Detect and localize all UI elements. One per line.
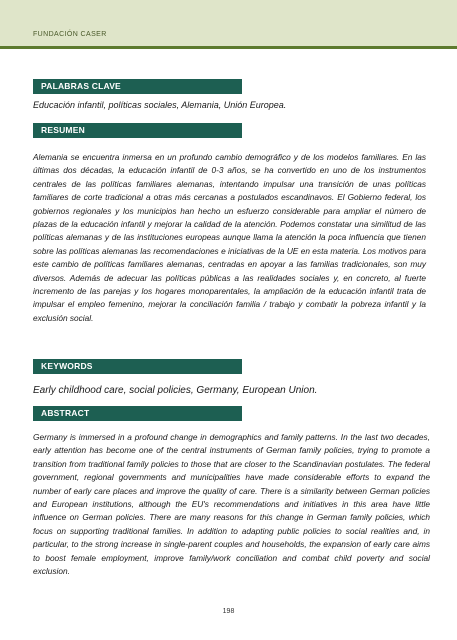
abstract-heading: ABSTRACT (33, 406, 242, 421)
keywords-heading: KEYWORDS (33, 359, 242, 374)
header-rule (0, 46, 457, 49)
palabras-clave-heading: PALABRAS CLAVE (33, 79, 242, 94)
header-band (0, 0, 457, 46)
resumen-heading: RESUMEN (33, 123, 242, 138)
keywords-text: Early childhood care, social policies, Germany, European Union. (33, 385, 318, 396)
resumen-text: Alemania se encuentra inmersa en un profundo cambio demográfico y de los modelos familiares. En las últimas dos décadas, la educación infantil de 0-3 años, se ha convertido en uno de los instrumentos centrales de las políticas familiares alemanas, intentando impulsar una transición de unas políticas familiares de corte tradicional a otras más cercanas a postulados escandinavos. El Gobierno federal, los gobiernos regionales y los municipios han hecho un esfuerzo considerable para ampliar el número de plazas de la educación infantil y mejorar la calidad de la atención. Podemos constatar una similitud de las políticas alemanas y de las instituciones europeas aunque llama la atención la poca influencia que tienen sobre las políticas alemanas las recomendaciones e iniciativas de la UE en esta materia. Los motivos para este cambio de políticas familiares alemanas, centradas en apoyar a las familias tradicionales, son muy diversos. Además de adecuar las políticas públicas a las realidades sociales y, en concreto, al fuerte incremento de las parejas y los hogares monoparentales, la ampliación de la educación infantil trata de impulsar el empleo femenino, mejorar la conciliación familia / trabajo y combatir la pobreza infantil y la exclusión social. (33, 152, 426, 323)
page-number: 198 (222, 608, 235, 615)
palabras-clave-text: Educación infantil, políticas sociales, Alemania, Unión Europea. (33, 100, 287, 110)
publisher-label: FUNDACIÓN CASER (33, 31, 107, 38)
abstract-text: Germany is immersed in a profound change in demographics and family patterns. In the last two decades, early attention has become one of the central instruments of German family policies, trying to promote a transition from traditional family policies to those that are closer to the Scandinavian postulates. The federal government, regional governments and municipalities have made considerable efforts to expand the number of early care places and improve the quality of care. There is a similarity between German policies and European institutions, although the EU's recommendations and initiatives in this area have little influence on German policies. There are many reasons for this change in German family policies, which focus on supporting traditional families. In addition to adapting public policies to social realities and, in particular, to the strong increase in single-parent couples and households, the expansion of early care aims to boost female employment, improve family/work conciliation and combat child poverty and social exclusion. (33, 432, 430, 577)
